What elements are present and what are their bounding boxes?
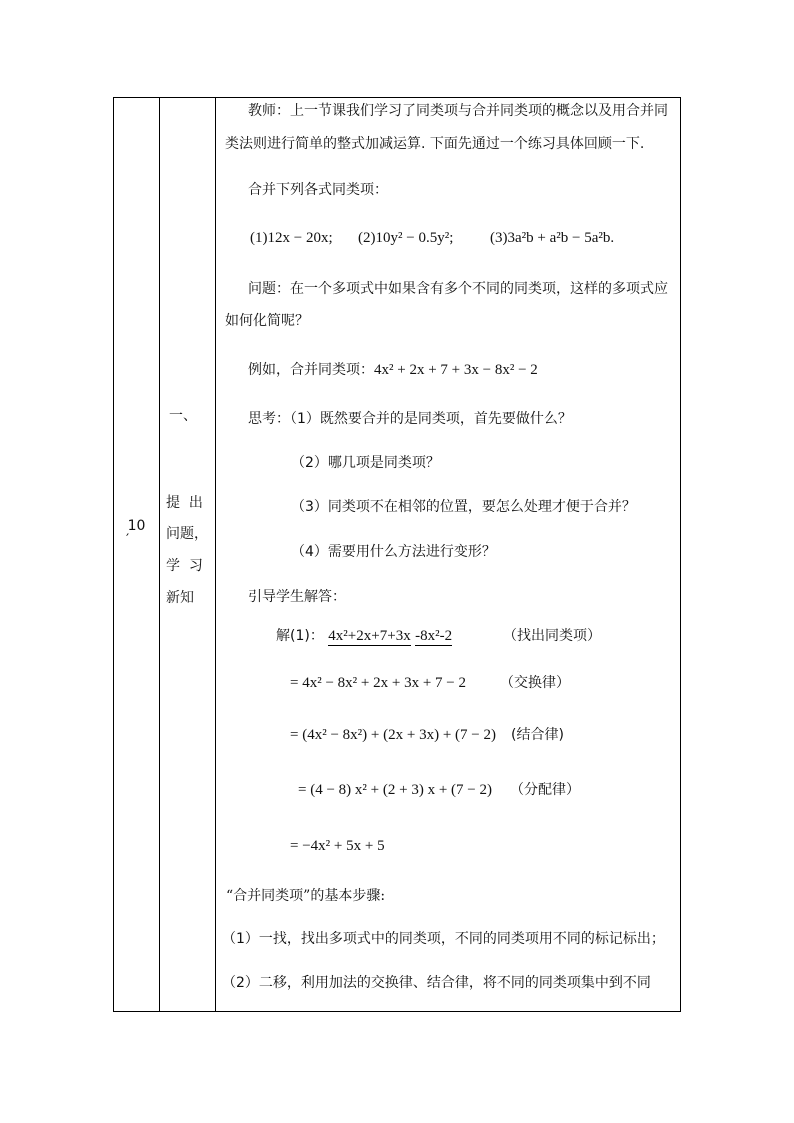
intro-line-2: 类法则进行简单的整式加减运算. 下面先通过一个练习具体回顾一下. [225, 136, 645, 152]
column-divider-2 [215, 98, 216, 1011]
time-mark: ′ [126, 532, 130, 548]
solution-line [276, 626, 452, 646]
step-4: = −4x² + 5x + 5 [290, 838, 385, 854]
solution-term-4: +3x [387, 628, 411, 644]
step-2: = (4x² − 8x²) + (2x + 3x) + (7 − 2) [290, 727, 496, 743]
column-divider-1 [159, 98, 160, 1011]
step-3-note: （分配律） [510, 782, 580, 798]
question-line-1: 问题：在一个多项式中如果含有多个不同的同类项，这样的多项式应 [248, 281, 668, 297]
solution-term-1: 4x² [328, 628, 348, 644]
exercise-3: (3)3a²b + a²b − 5a²b. [490, 230, 615, 246]
think-question-2: （2）哪几项是同类项？ [291, 455, 440, 471]
solution-term-2: +2x [347, 628, 372, 644]
solution-note: （找出同类项） [503, 628, 601, 644]
time-cell [114, 518, 159, 546]
stage-line-3: 学 习 [166, 558, 203, 574]
intro-line-1: 教师：上一节课我们学习了同类项与合并同类项的概念以及用合并同 [248, 103, 668, 119]
exercise-1: (1)12x − 20x; [250, 230, 333, 246]
solution-term-6: -2 [439, 628, 453, 644]
step-3: = (4 − 8) x² + (2 + 3) x + (7 − 2) [298, 782, 492, 798]
step-1-note: （交换律） [500, 675, 570, 691]
solution-term-5: -8x² [415, 628, 440, 644]
stage-line-1: 提 出 [166, 495, 203, 511]
stage-line-4: 新知 [166, 590, 194, 606]
solution-term-3: +7 [371, 628, 388, 644]
stage-number: 一、 [169, 408, 197, 424]
time-value: 10 [127, 518, 146, 534]
think-question-1: 思考：（1）既然要合并的是同类项，首先要做什么？ [248, 411, 572, 427]
step-move: （2）二移，利用加法的交换律、结合律，将不同的同类项集中到不同 [222, 975, 651, 991]
question-line-2: 如何化简呢？ [225, 313, 309, 329]
stage-line-2: 问题， [166, 526, 208, 542]
step-1: = 4x² − 8x² + 2x + 3x + 7 − 2 [290, 675, 467, 691]
step-2-note: (结合律) [511, 727, 564, 743]
solution-prefix: 解(1)： [276, 628, 324, 644]
think-question-4: （4）需要用什么方法进行变形？ [291, 544, 496, 560]
steps-title: “合并同类项”的基本步骤: [226, 888, 386, 904]
exercise-2: (2)10y² − 0.5y²; [358, 230, 454, 246]
guide-text: 引导学生解答： [248, 589, 346, 605]
exercise-prompt: 合并下列各式同类项： [248, 182, 388, 198]
think-question-3: （3）同类项不在相邻的位置，要怎么处理才便于合并？ [291, 499, 636, 515]
example-label: 例如，合并同类项： [248, 362, 374, 378]
step-find: （1）一找，找出多项式中的同类项，不同的同类项用不同的标记标出； [222, 931, 665, 947]
example-expression: 4x² + 2x + 7 + 3x − 8x² − 2 [374, 362, 538, 378]
